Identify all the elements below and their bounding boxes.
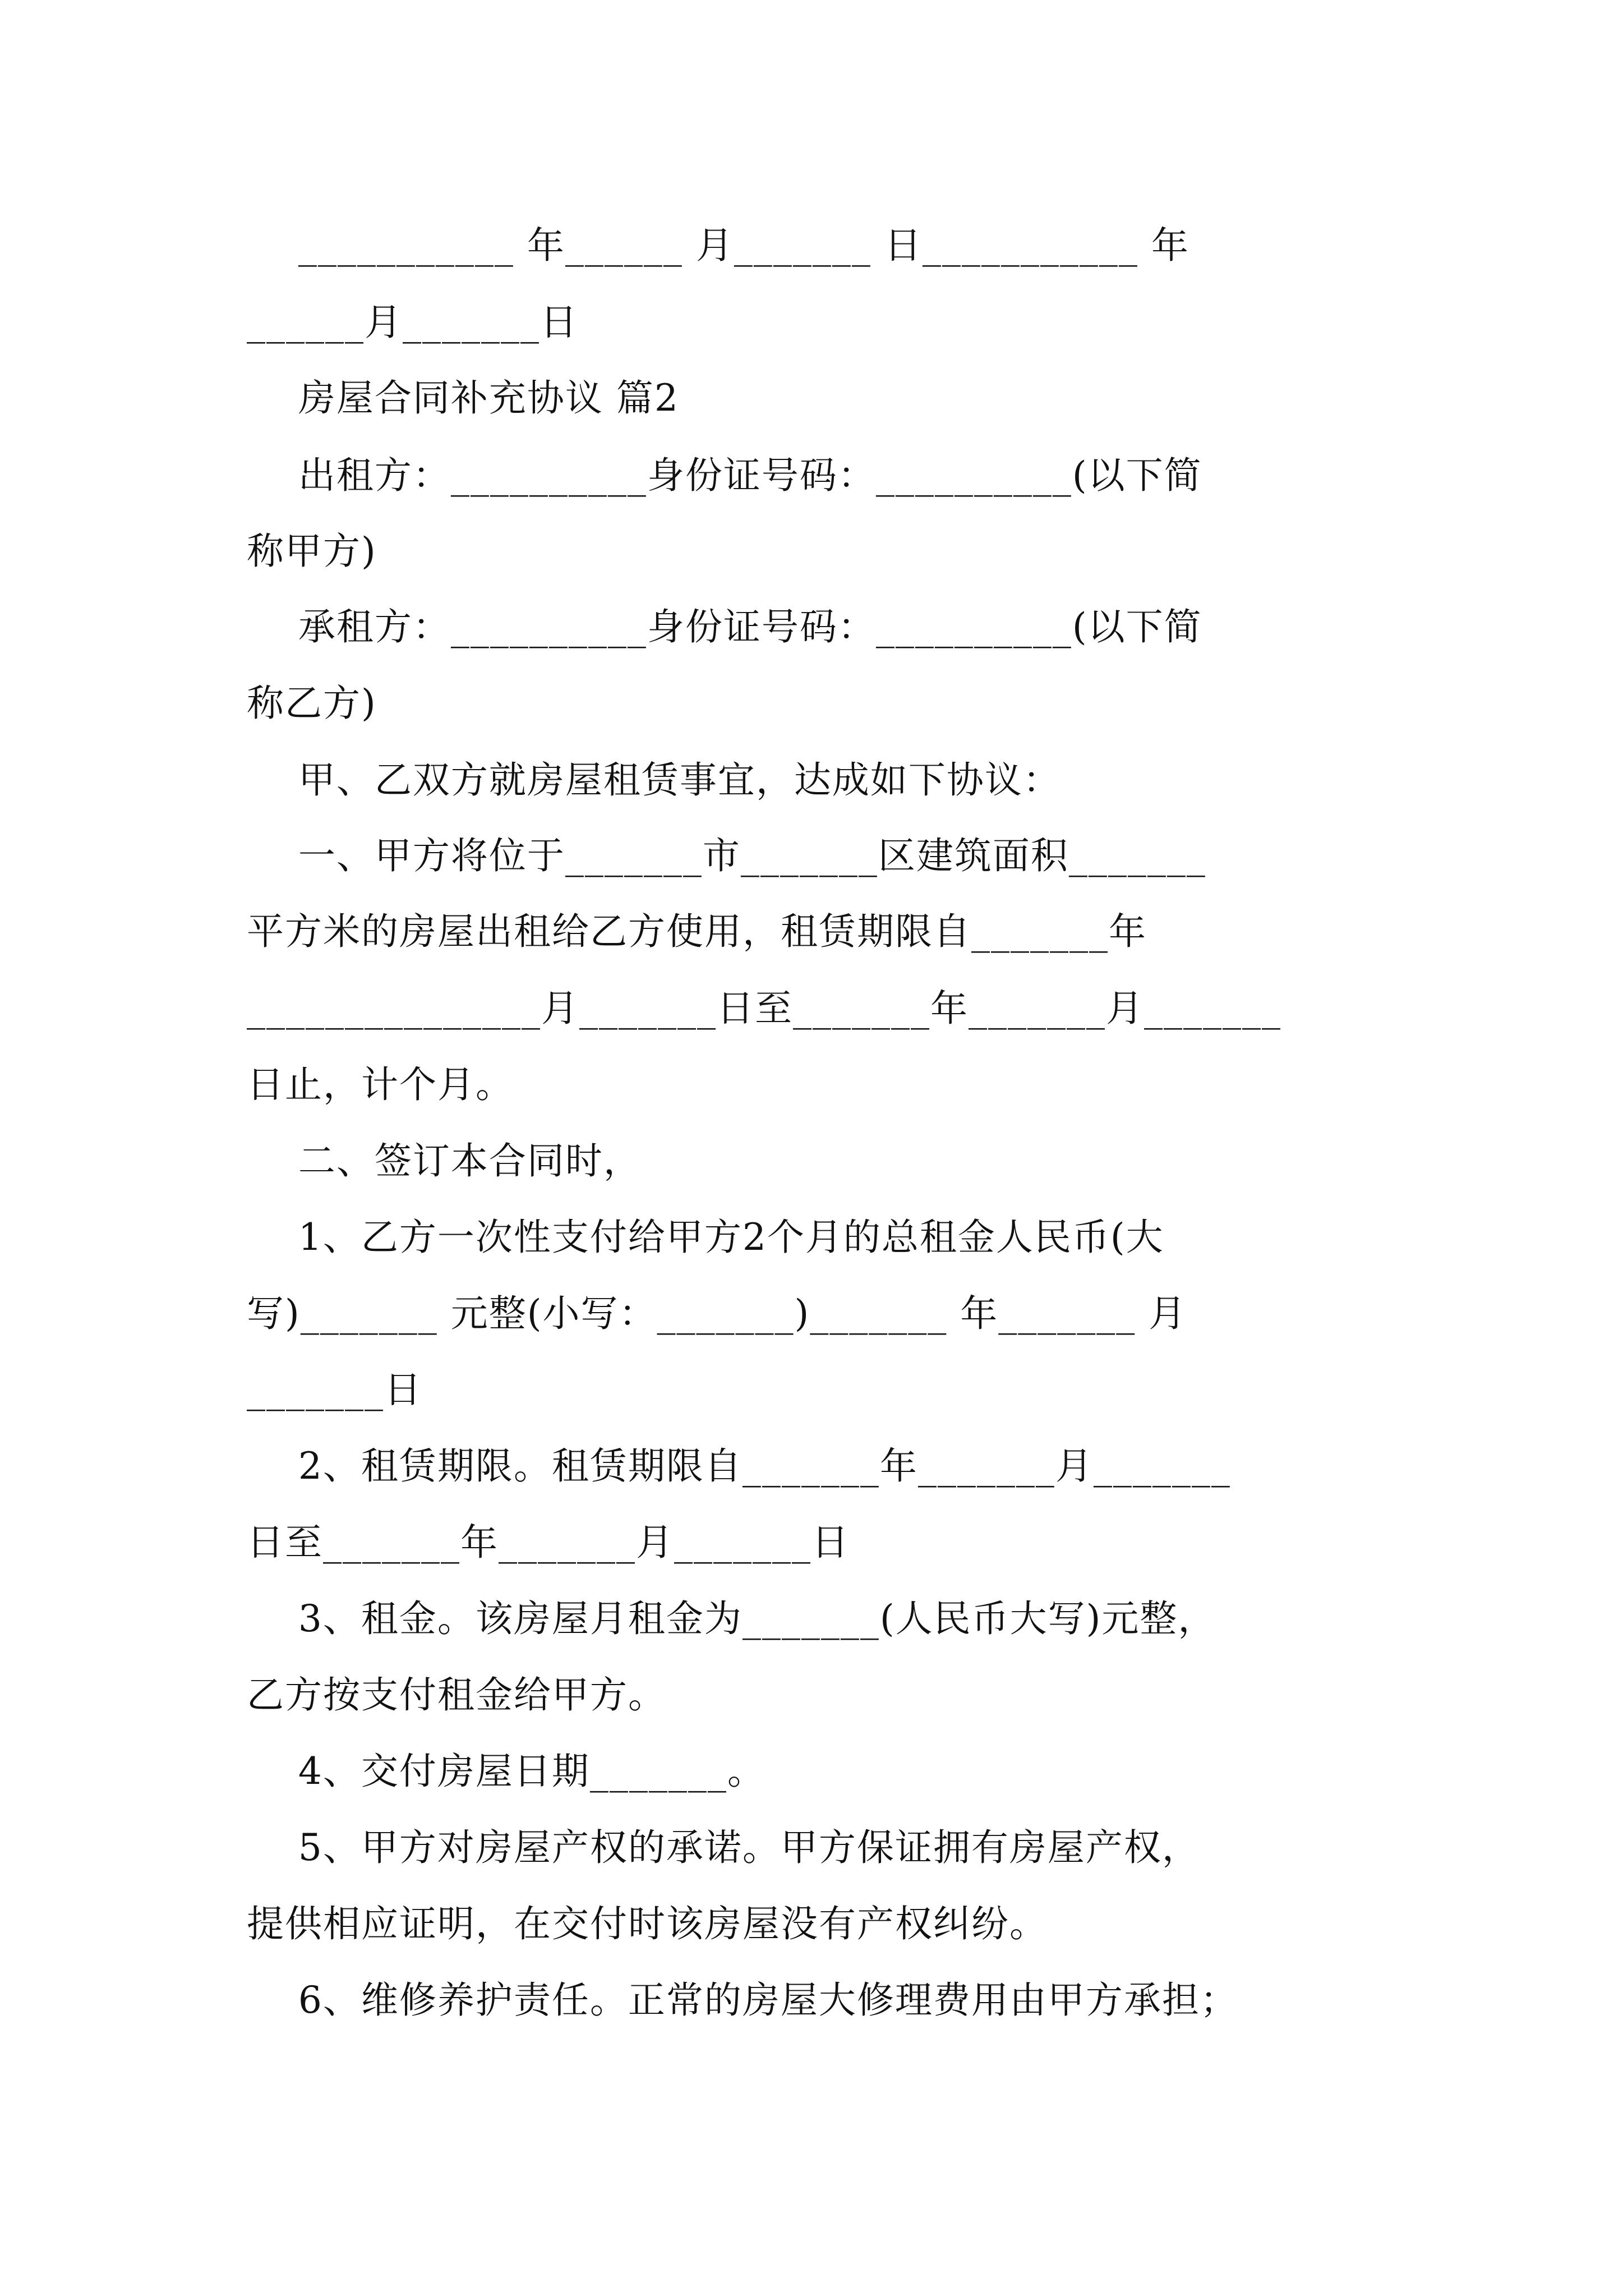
text-line: _______________月_______日至_______年_______月_______	[247, 987, 1281, 1030]
text-line: 甲、乙双方就房屋租赁事宜，达成如下协议：	[247, 758, 1061, 802]
text-line: 日止，计个月。	[247, 1063, 514, 1106]
text-line: 6、维修养护责任。正常的房屋大修理费用由甲方承担；	[247, 1978, 1238, 2022]
text-line: 二、签订本合同时，	[247, 1139, 642, 1182]
text-line: 2、租赁期限。租赁期限自_______年_______月_______	[247, 1444, 1231, 1488]
text-line: ______月_______日	[247, 301, 578, 344]
text-line: 写)_______ 元整(小写：_______)_______ 年_______ 月	[247, 1292, 1187, 1335]
text-line: 提供相应证明，在交付时该房屋没有产权纠纷。	[247, 1902, 1048, 1945]
text-line: 出租方：__________身份证号码：__________(以下简	[247, 454, 1202, 497]
section-heading: 房屋合同补充协议 篇2	[247, 376, 679, 420]
text-line: 5、甲方对房屋产权的承诺。甲方保证拥有房屋产权，	[247, 1826, 1200, 1869]
text-line: 称乙方)	[247, 682, 377, 725]
text-line: 1、乙方一次性支付给甲方2个月的总租金人民币(大	[247, 1216, 1164, 1259]
text-line: 一、甲方将位于_______市_______区建筑面积_______	[247, 834, 1206, 877]
text-line: 承租方：__________身份证号码：__________(以下简	[247, 605, 1202, 648]
text-line: ___________ 年______ 月_______ 日___________ 年	[247, 224, 1189, 267]
text-line: 乙方按支付租金给甲方。	[247, 1673, 666, 1717]
text-line: 平方米的房屋出租给乙方使用，租赁期限自_______年	[247, 910, 1147, 953]
text-line: 4、交付房屋日期_______。	[247, 1750, 766, 1793]
text-line: _______日	[247, 1368, 422, 1411]
text-line: 称甲方)	[247, 530, 377, 573]
text-line: 日至_______年_______月_______日	[247, 1521, 850, 1564]
text-line: 3、租金。该房屋月租金为_______(人民币大写)元整，	[247, 1597, 1216, 1640]
